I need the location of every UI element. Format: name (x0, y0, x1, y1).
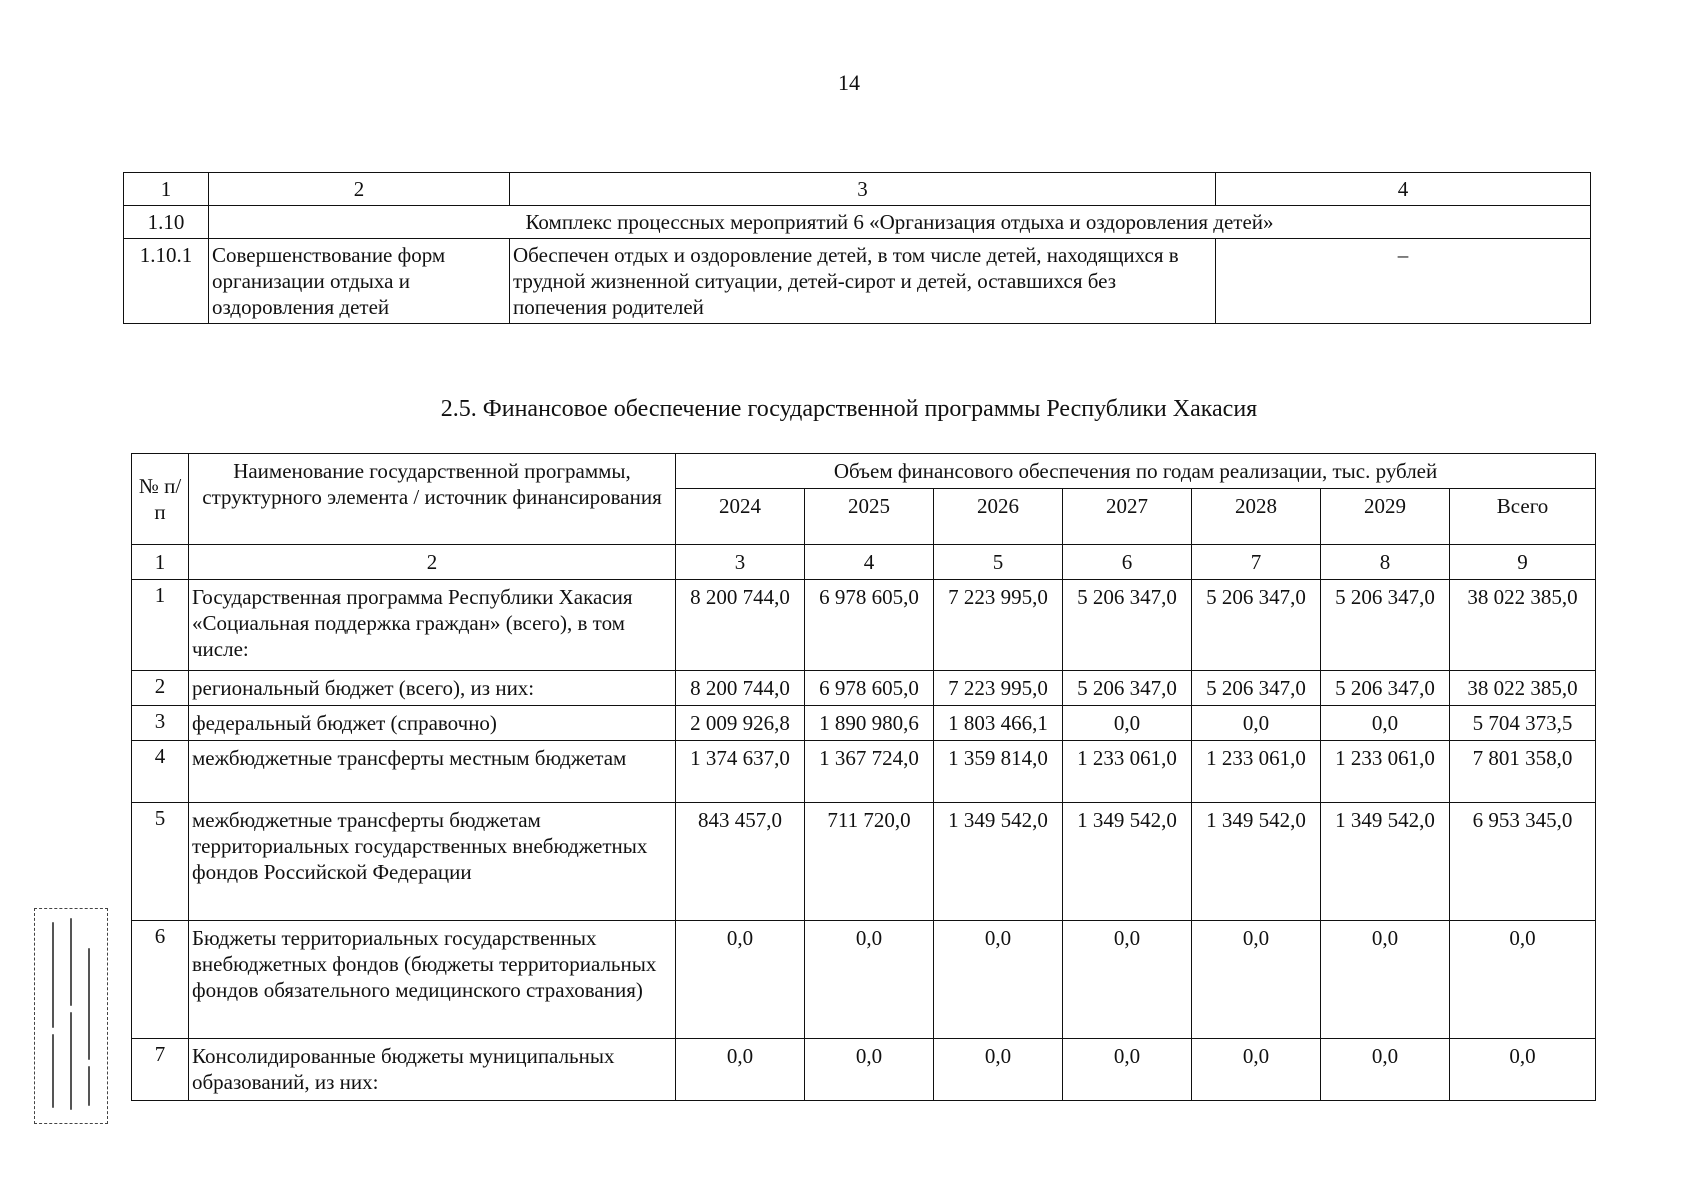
row-value: 0,0 (1192, 921, 1321, 1039)
row-value: 1 233 061,0 (1192, 741, 1321, 803)
row-value: 0,0 (1063, 1039, 1192, 1101)
item-task: Совершенствование форм организации отдыха и оздоровления детей (209, 239, 510, 324)
row-number: 6 (132, 921, 189, 1039)
row-total: 38 022 385,0 (1450, 580, 1596, 671)
row-value: 0,0 (676, 1039, 805, 1101)
header-number: № п/п (132, 454, 189, 545)
financing-row (132, 1039, 1596, 1101)
row-value: 1 803 466,1 (934, 706, 1063, 741)
row-value: 1 349 542,0 (934, 803, 1063, 921)
row-value: 1 349 542,0 (1321, 803, 1450, 921)
row-value: 5 206 347,0 (1192, 671, 1321, 706)
measures-section-row (124, 206, 1591, 239)
row-value: 7 223 995,0 (934, 671, 1063, 706)
row-value: 0,0 (1063, 706, 1192, 741)
header-name: Наименование государственной программы, структурного элемента / источник финансирования (189, 454, 676, 545)
measures-header-cell: 4 (1216, 173, 1591, 206)
header-year: 2025 (805, 489, 934, 545)
index-cell: 5 (934, 545, 1063, 580)
row-name: Бюджеты территориальных государственных внебюджетных фондов (бюджеты территориальных фондов обязательного медицинского страхования) (189, 921, 676, 1039)
measures-table (123, 172, 1591, 324)
row-value: 6 978 605,0 (805, 671, 934, 706)
row-value: 8 200 744,0 (676, 671, 805, 706)
row-value: 843 457,0 (676, 803, 805, 921)
row-name: федеральный бюджет (справочно) (189, 706, 676, 741)
index-cell: 7 (1192, 545, 1321, 580)
row-value: 6 978 605,0 (805, 580, 934, 671)
financing-row (132, 921, 1596, 1039)
registration-stamp (34, 908, 108, 1124)
financing-row (132, 580, 1596, 671)
row-number: 5 (132, 803, 189, 921)
measures-header-cell: 2 (209, 173, 510, 206)
section-title: Комплекс процессных мероприятий 6 «Организация отдыха и оздоровления детей» (209, 206, 1591, 239)
financing-row (132, 741, 1596, 803)
row-number: 7 (132, 1039, 189, 1101)
section-heading: 2.5. Финансовое обеспечение государственной программы Республики Хакасия (440, 396, 1258, 422)
measures-item-row (124, 239, 1591, 324)
index-cell: 1 (132, 545, 189, 580)
row-value: 5 206 347,0 (1321, 580, 1450, 671)
row-value: 2 009 926,8 (676, 706, 805, 741)
financing-row (132, 803, 1596, 921)
header-year: 2027 (1063, 489, 1192, 545)
row-value: 1 349 542,0 (1063, 803, 1192, 921)
row-value: 5 206 347,0 (1063, 671, 1192, 706)
header-total: Всего (1450, 489, 1596, 545)
row-value: 1 890 980,6 (805, 706, 934, 741)
header-year: 2024 (676, 489, 805, 545)
index-cell: 6 (1063, 545, 1192, 580)
row-value: 1 367 724,0 (805, 741, 934, 803)
row-value: 0,0 (1063, 921, 1192, 1039)
page-number: 14 (838, 70, 860, 95)
measures-header-cell: 3 (510, 173, 1216, 206)
financing-row (132, 671, 1596, 706)
row-total: 38 022 385,0 (1450, 671, 1596, 706)
header-volume: Объем финансового обеспечения по годам реализации, тыс. рублей (676, 454, 1596, 489)
row-value: 0,0 (1321, 921, 1450, 1039)
row-value: 0,0 (1192, 706, 1321, 741)
section-number: 1.10 (124, 206, 209, 239)
index-cell: 3 (676, 545, 805, 580)
financing-header-row (132, 454, 1596, 489)
row-name: Консолидированные бюджеты муниципальных образований, из них: (189, 1039, 676, 1101)
row-total: 0,0 (1450, 1039, 1596, 1101)
row-number: 1 (132, 580, 189, 671)
row-value: 1 233 061,0 (1321, 741, 1450, 803)
row-value: 0,0 (1192, 1039, 1321, 1101)
row-value: 5 206 347,0 (1192, 580, 1321, 671)
row-value: 0,0 (934, 921, 1063, 1039)
row-value: 0,0 (934, 1039, 1063, 1101)
row-total: 6 953 345,0 (1450, 803, 1596, 921)
item-result: Обеспечен отдых и оздоровление детей, в том числе детей, находящихся в трудной жизненной ситуации, детей-сирот и детей, оставшихся без попечения родителей (510, 239, 1216, 324)
item-number: 1.10.1 (124, 239, 209, 324)
row-value: 0,0 (1321, 1039, 1450, 1101)
row-total: 5 704 373,5 (1450, 706, 1596, 741)
item-link: – (1216, 239, 1591, 324)
row-name: региональный бюджет (всего), из них: (189, 671, 676, 706)
stamp-graphic (35, 909, 107, 1123)
row-name: Государственная программа Республики Хакасия «Социальная поддержка граждан» (всего), в том числе: (189, 580, 676, 671)
row-name: межбюджетные трансферты бюджетам территориальных государственных внебюджетных фондов Российской Федерации (189, 803, 676, 921)
row-value: 1 233 061,0 (1063, 741, 1192, 803)
row-value: 0,0 (676, 921, 805, 1039)
header-year: 2028 (1192, 489, 1321, 545)
row-value: 7 223 995,0 (934, 580, 1063, 671)
index-cell: 4 (805, 545, 934, 580)
measures-header-cell: 1 (124, 173, 209, 206)
row-value: 0,0 (805, 1039, 934, 1101)
row-value: 711 720,0 (805, 803, 934, 921)
row-number: 3 (132, 706, 189, 741)
index-cell: 8 (1321, 545, 1450, 580)
header-year: 2029 (1321, 489, 1450, 545)
row-number: 2 (132, 671, 189, 706)
financing-index-row (132, 545, 1596, 580)
row-value: 5 206 347,0 (1063, 580, 1192, 671)
row-total: 7 801 358,0 (1450, 741, 1596, 803)
index-cell: 9 (1450, 545, 1596, 580)
row-value: 5 206 347,0 (1321, 671, 1450, 706)
row-value: 0,0 (1321, 706, 1450, 741)
row-value: 0,0 (805, 921, 934, 1039)
measures-header-row (124, 173, 1591, 206)
row-value: 1 349 542,0 (1192, 803, 1321, 921)
row-total: 0,0 (1450, 921, 1596, 1039)
row-name: межбюджетные трансферты местным бюджетам (189, 741, 676, 803)
financing-table (131, 453, 1596, 1101)
index-cell: 2 (189, 545, 676, 580)
financing-row (132, 706, 1596, 741)
row-number: 4 (132, 741, 189, 803)
row-value: 1 359 814,0 (934, 741, 1063, 803)
row-value: 1 374 637,0 (676, 741, 805, 803)
header-year: 2026 (934, 489, 1063, 545)
row-value: 8 200 744,0 (676, 580, 805, 671)
